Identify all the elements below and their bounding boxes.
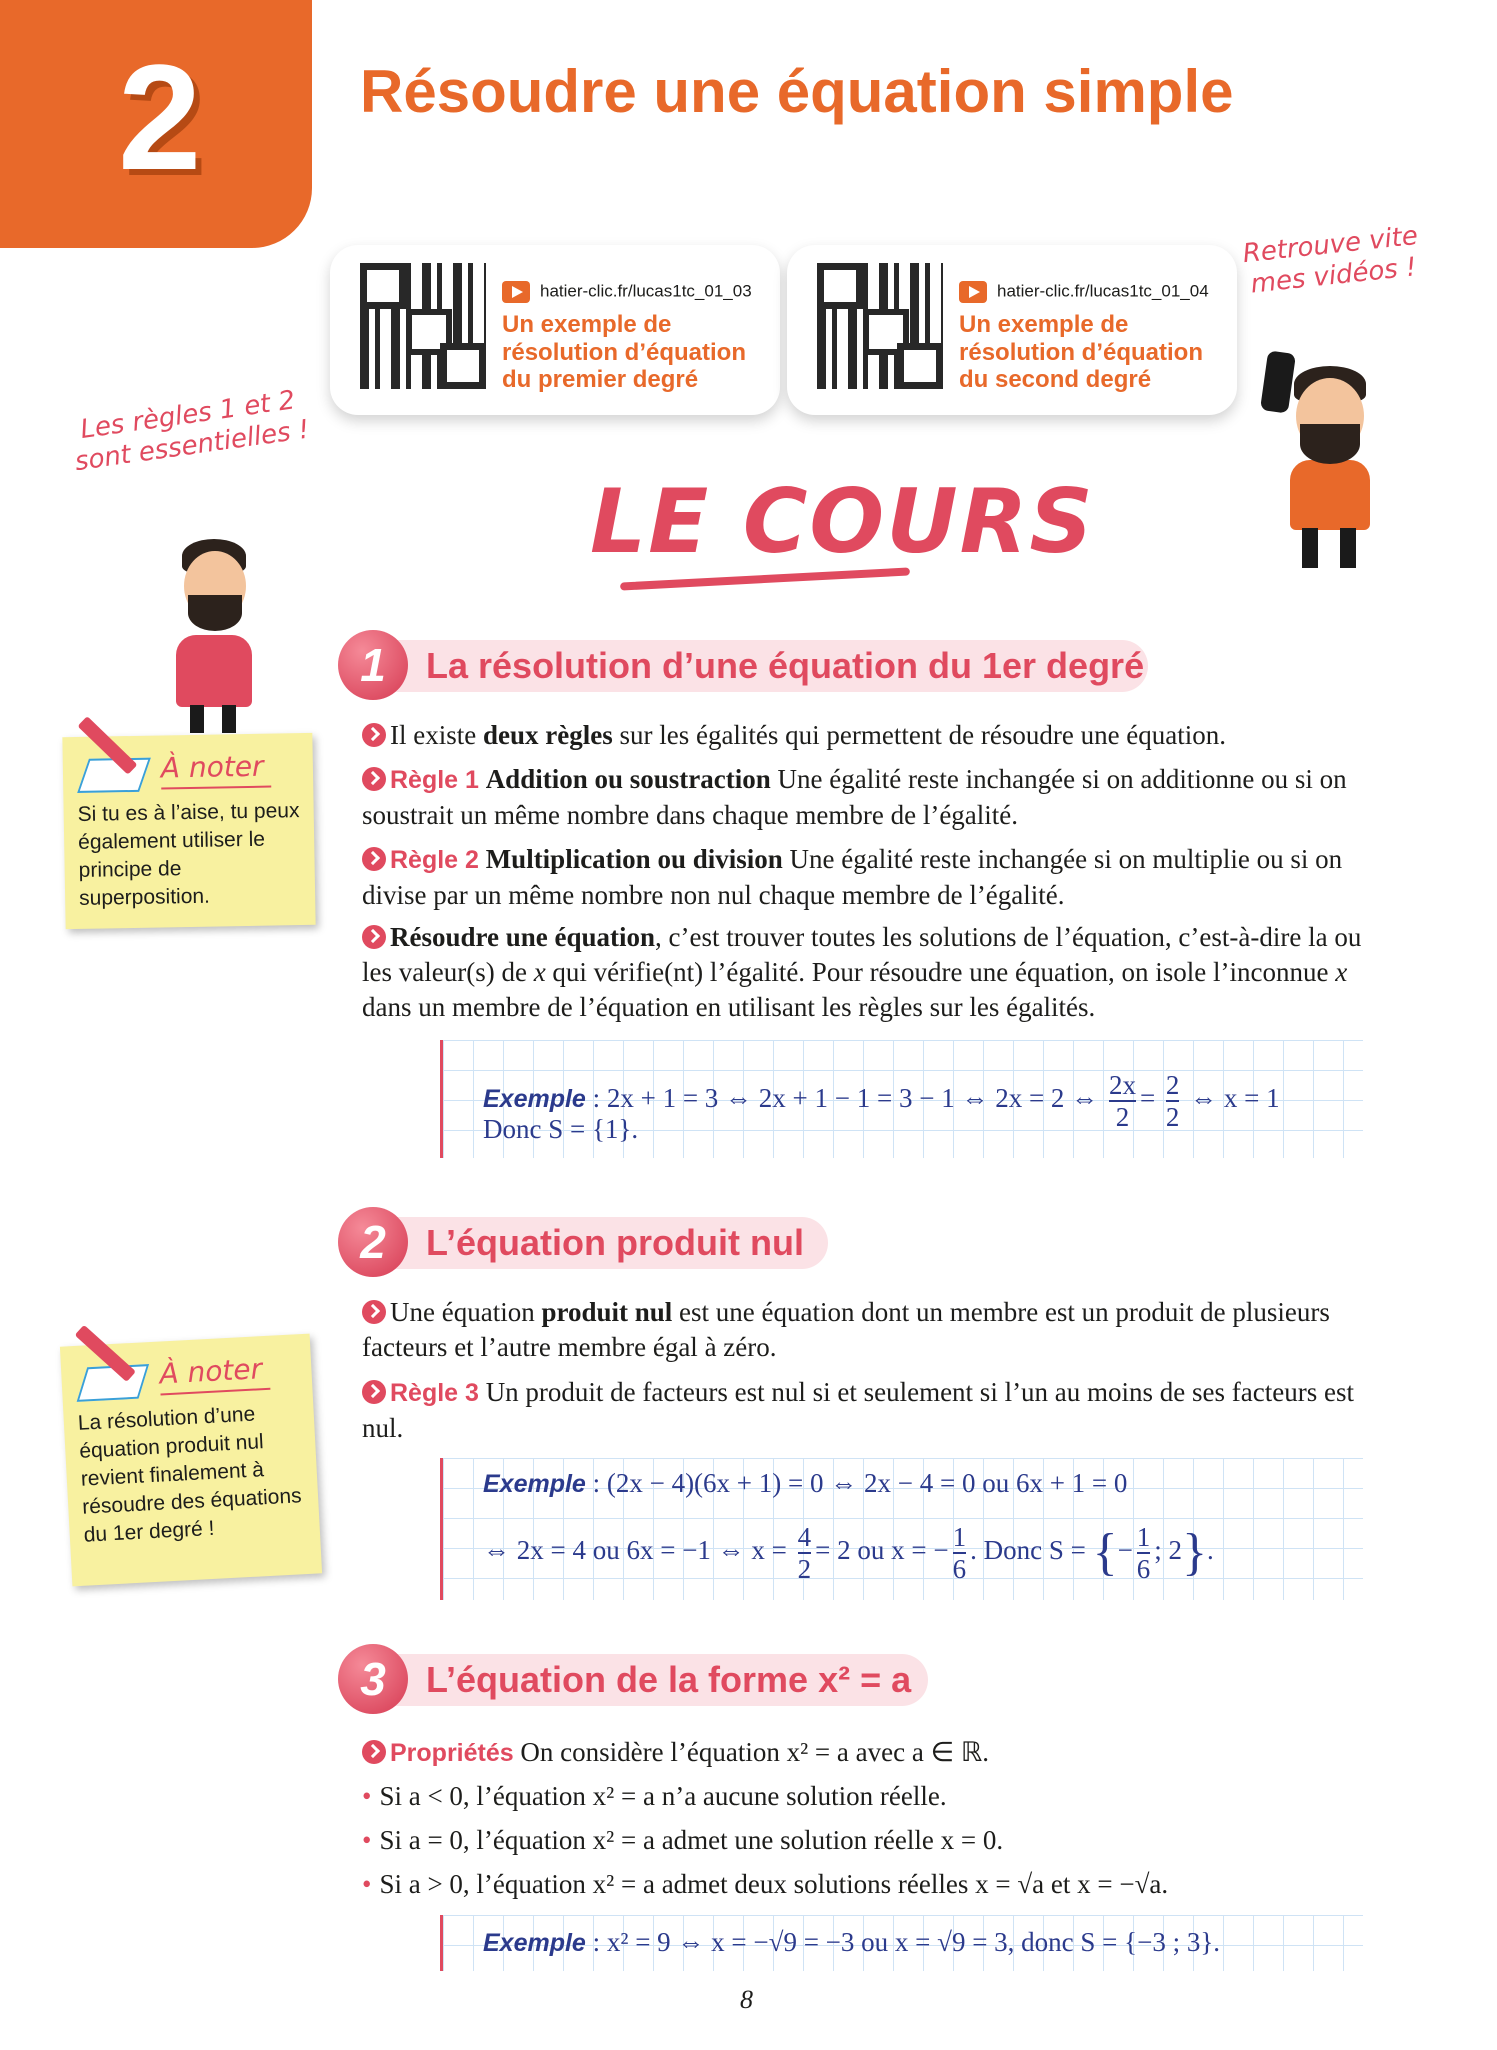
list-item: • Si a < 0, l’équation x² = a n’a aucune solution réelle. <box>362 1781 947 1811</box>
rule-3: Règle 3 Un produit de facteurs est nul si et seulement si l’un au moins de ses facteurs est nul. <box>362 1377 1354 1443</box>
properties: Propriétés On considère l’équation x² = a avec a ∈ ℝ. <box>362 1735 1362 1771</box>
chevron-icon <box>362 1380 386 1404</box>
teacher-avatar-pointing-icon <box>150 525 280 735</box>
list-item: • Si a = 0, l’équation x² = a admet une solution réelle x = 0. <box>362 1825 1004 1855</box>
chevron-icon <box>362 925 386 949</box>
paragraph: Résoudre une équation, c’est trouver toutes les solutions de l’équation, c’est-à-dire la ou les valeur(s) de x qui vérifie(nt) l’égalité. Pour résoudre une équation, on isole l’inconnue x dans un membre de l’équation en utilisant les règles sur les égalités. <box>362 922 1362 1022</box>
video-description: Un exemple de résolution d’équation du premier degré <box>502 311 746 394</box>
chevron-icon <box>362 847 386 871</box>
section-number: 2 <box>338 1207 408 1277</box>
teacher-avatar-icon <box>1250 340 1410 570</box>
chevron-icon <box>362 1740 386 1764</box>
rule-1: Règle 1 Addition ou soustraction Une égalité reste inchangée si on additionne ou si on soustrait un même nombre dans chaque membre de l’égalité. <box>362 764 1347 830</box>
page-number: 8 <box>740 1985 753 2014</box>
qr-code-icon <box>360 263 486 389</box>
page-title: Résoudre une équation simple <box>360 58 1234 125</box>
section-2-header <box>338 1213 828 1271</box>
note-sticker: À noter La résolution d’une équation produit nul revient finalement à résoudre des équations du 1er degré ! <box>60 1334 322 1587</box>
chapter-number: 2 <box>118 33 202 201</box>
note-sticker: À noter Si tu es à l’aise, tu peux également utiliser le principe de superposition. <box>62 733 315 929</box>
paragraph: Une équation produit nul est une équation dont un membre est un produit de plusieurs facteurs et l’autre membre égal à zéro. <box>362 1297 1330 1362</box>
section-title: L’équation produit nul <box>426 1222 804 1263</box>
video-description: Un exemple de résolution d’équation du second degré <box>959 311 1203 394</box>
video-link[interactable]: hatier-clic.fr/lucas1tc_01_04 <box>959 281 1209 303</box>
speech-bubble-videos: Retrouve vite mes vidéos ! <box>1241 220 1420 300</box>
speech-bubble-rules: Les règles 1 et 2 sont essentielles ! <box>73 385 312 478</box>
example-box: Exemple : x² = 9 ⇔ x = −√9 = −3 ou x = √9 = 3, donc S = {−3 ; 3}. <box>440 1915 1363 1971</box>
section-number: 1 <box>338 630 408 700</box>
qr-code-icon <box>817 263 943 389</box>
section-3-header <box>338 1650 928 1708</box>
list-item: • Si a > 0, l’équation x² = a admet deux solutions réelles x = √a et x = −√a. <box>362 1869 1169 1899</box>
section-title: La résolution d’une équation du 1er degré <box>426 645 1145 686</box>
chevron-icon <box>362 767 386 791</box>
example-box: Exemple : 2x + 1 = 3 ⇔ 2x + 1 − 1 = 3 − 1 ⇔ 2x = 2 ⇔ $\frac{2x}{2}$ = $\frac{2}{2}$ ⇔ x = 1 Donc S = {1}. <box>440 1040 1363 1158</box>
section-1-header <box>338 636 1148 694</box>
video-card-1[interactable] <box>330 245 780 415</box>
section-title: L’équation de la forme x² = a <box>426 1659 912 1700</box>
example-box: Exemple : (2x − 4)(6x + 1) = 0 ⇔ 2x − 4 = 0 ou 6x + 1 = 0 ⇔ 2x = 4 ou 6x = −1 ⇔ x = $\frac{4}{2}$ = 2 ou x = − $\frac{1}{6}$ . Donc S = {− $\frac{1}{6}$ ; 2}. <box>440 1458 1363 1600</box>
video-card-2[interactable] <box>787 245 1237 415</box>
chevron-icon <box>362 1300 386 1324</box>
video-link[interactable]: hatier-clic.fr/lucas1tc_01_03 <box>502 281 752 303</box>
play-icon <box>502 281 530 303</box>
paragraph: Il existe deux règles sur les égalités qui permettent de résoudre une équation. <box>362 718 1362 753</box>
rule-2: Règle 2 Multiplication ou division Une égalité reste inchangée si on multiplie ou si on divise par un même nombre non nul chaque membre de l’égalité. <box>362 844 1343 910</box>
section-number: 3 <box>338 1644 408 1714</box>
chevron-icon <box>362 723 386 747</box>
play-icon <box>959 281 987 303</box>
course-heading: LE COURS <box>590 470 1095 573</box>
